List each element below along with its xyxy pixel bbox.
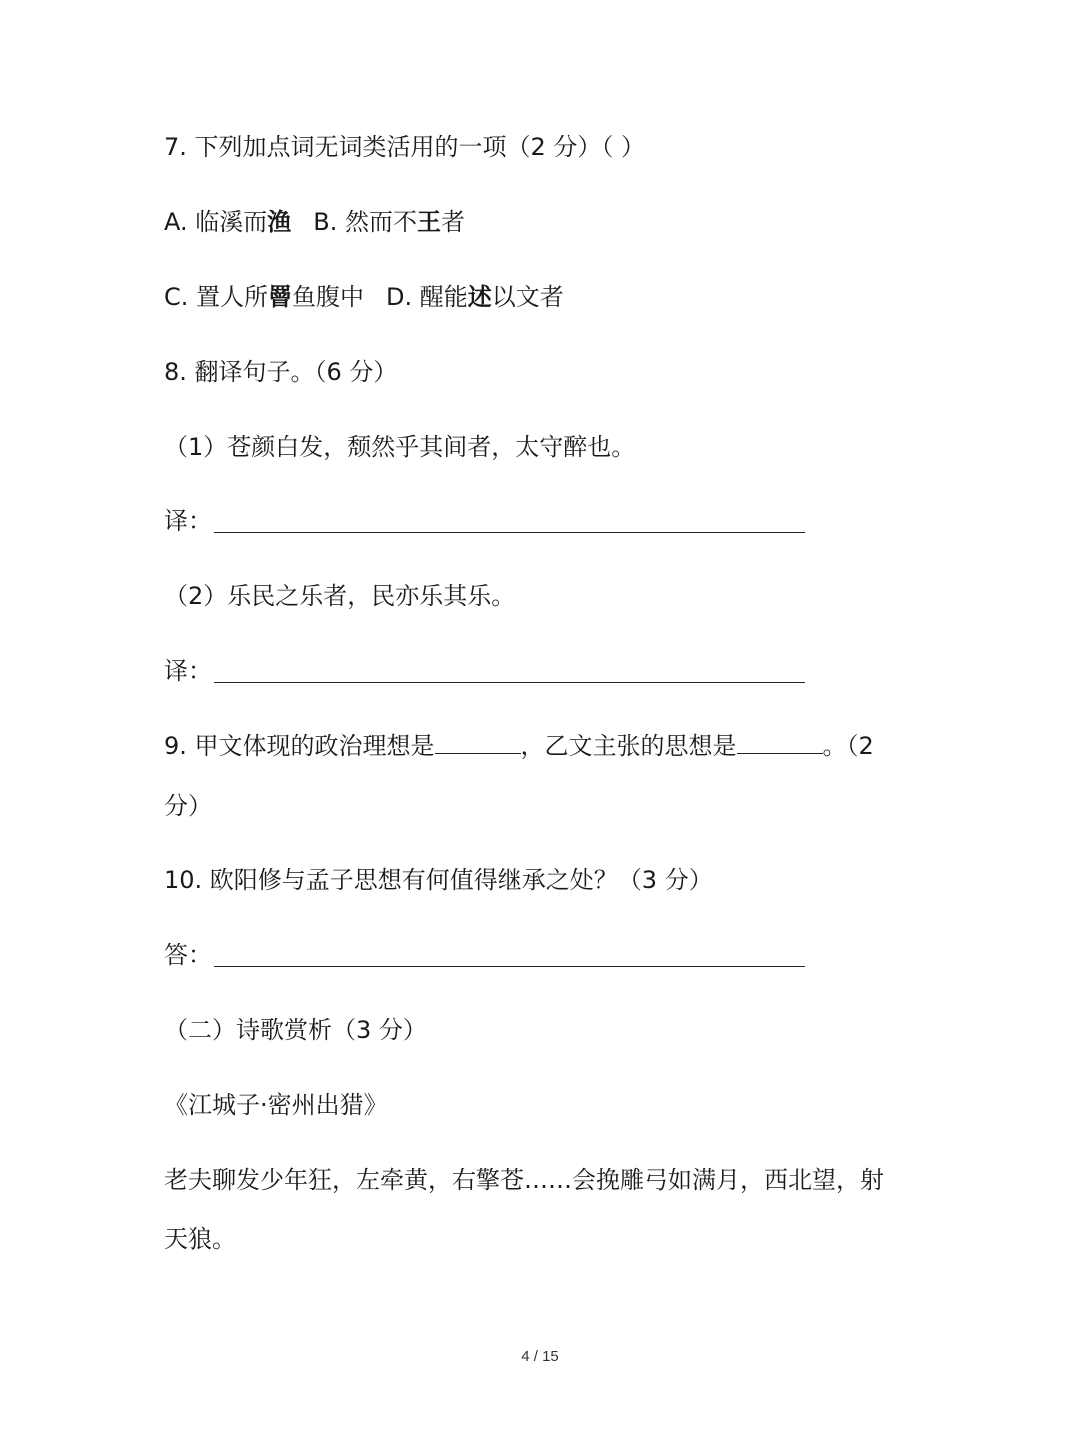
poem-title: 《江城子·密州出猎》 xyxy=(164,1091,388,1119)
section-2-heading: （二）诗歌赏析（3 分） xyxy=(164,1016,427,1044)
q10-answer-label: 答： xyxy=(164,941,212,969)
q8-answer-line-2[interactable] xyxy=(214,682,805,683)
q9-text-1: 9. 甲文体现的政治理想是 xyxy=(164,732,435,760)
q7-option-c-suffix: 鱼腹中 xyxy=(292,283,365,311)
q7-option-a-keyword: 渔 xyxy=(267,208,292,236)
q7-option-d-suffix: 以文者 xyxy=(491,283,564,311)
poem-line-1: 老夫聊发少年狂，左牵黄，右擎苍……会挽雕弓如满月，西北望，射 xyxy=(164,1166,884,1194)
q8-answer-line-1[interactable] xyxy=(214,532,805,533)
q9-text-3: 。（2 xyxy=(822,732,874,760)
q8-answer-label-1: 译： xyxy=(164,507,212,535)
q10-title: 10. 欧阳修与孟子思想有何值得继承之处？（3 分） xyxy=(164,866,713,894)
q8-sentence-2: （2）乐民之乐者，民亦乐其乐。 xyxy=(164,582,516,610)
q10-answer-line[interactable] xyxy=(214,966,805,967)
q9-blank-2[interactable] xyxy=(737,731,823,754)
poem-line-2: 天狼。 xyxy=(164,1225,236,1253)
q7-option-b-text: B. 然而不 xyxy=(313,208,417,236)
q7-option-c-text: C. 置人所 xyxy=(164,283,269,311)
q7-option-b-keyword: 王 xyxy=(417,208,441,236)
q7-options-ab xyxy=(164,207,465,237)
q9-blank-1[interactable] xyxy=(435,731,521,754)
q7-option-b-suffix: 者 xyxy=(441,208,465,236)
q7-option-d-text: D. 醒能 xyxy=(386,283,468,311)
q8-answer-label-2: 译： xyxy=(164,657,212,685)
q9-line-2: 分） xyxy=(164,792,212,820)
page-number: 4 / 15 xyxy=(521,1348,559,1365)
q7-option-d-keyword: 述 xyxy=(467,283,492,311)
q9-line-1 xyxy=(164,731,874,761)
q7-options-cd xyxy=(164,282,564,312)
q9-text-2: ，乙文主张的思想是 xyxy=(520,732,737,760)
q8-title: 8. 翻译句子。（6 分） xyxy=(164,358,398,386)
q7-title: 7. 下列加点词无词类活用的一项（2 分）（ ） xyxy=(164,133,646,161)
q8-sentence-1: （1）苍颜白发，颓然乎其间者，太守醉也。 xyxy=(164,433,636,461)
q7-option-c-keyword: 罾 xyxy=(268,283,293,311)
q7-option-a-text: A. 临溪而 xyxy=(164,208,268,236)
